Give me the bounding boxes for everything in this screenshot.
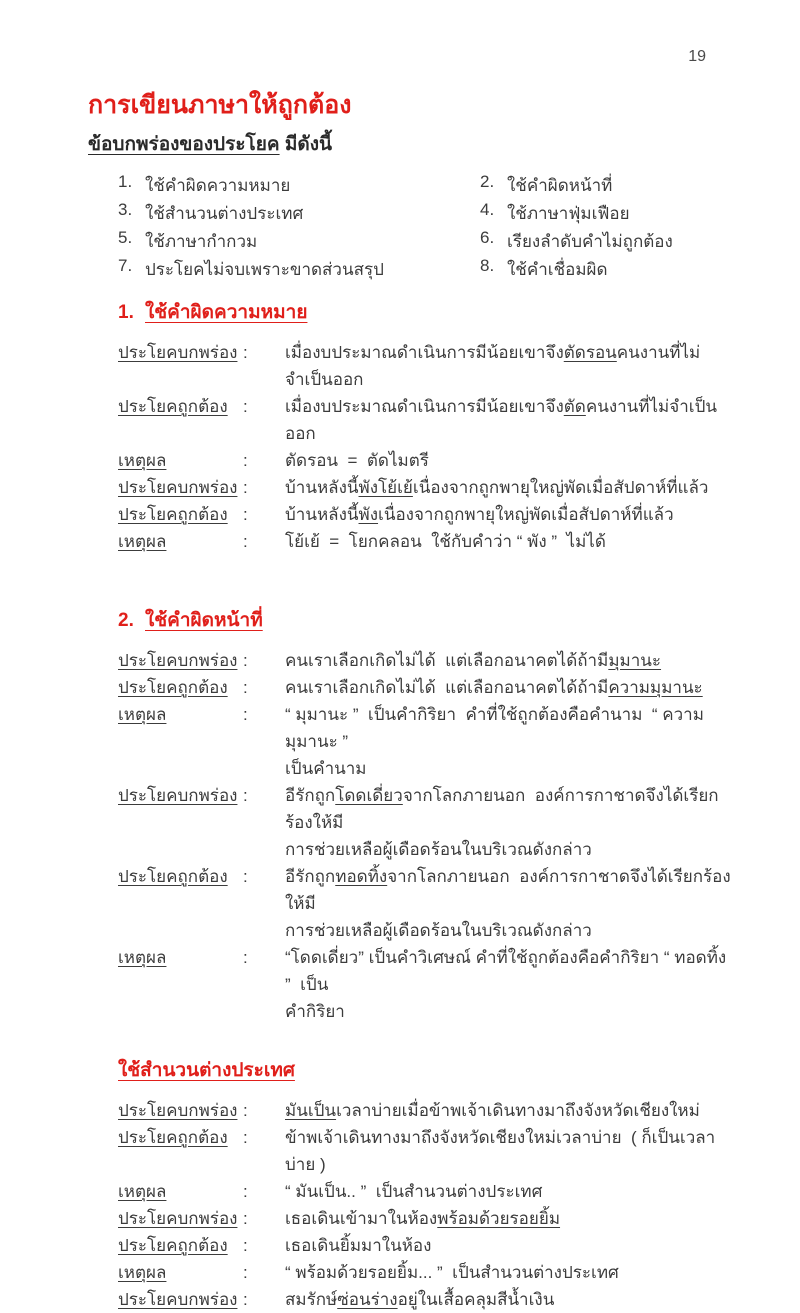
example-row-content [285, 701, 736, 782]
colon-separator: : [243, 948, 248, 968]
plain-text: เวลาบ่ายเมื่อข้าพเจ้าเดินทางมาถึงจังหวัดเชียงใหม่ [336, 1101, 700, 1121]
section-number: 2. [118, 610, 134, 632]
example-row-label: ประโยคถูกต้อง [118, 505, 228, 525]
example-row [118, 501, 736, 528]
plain-text: เมื่องบประมาณดำเนินการมีน้อยเขาจึง [285, 343, 564, 363]
defect-item [480, 172, 612, 199]
plain-text: อีรักถูก [285, 867, 336, 887]
underlined-word: ซ่อนร่าง [337, 1290, 398, 1310]
section-title: ใช้คำผิดความหมาย [145, 302, 308, 324]
defect-item [480, 228, 673, 255]
colon-separator: : [243, 1290, 248, 1310]
example-text-line [285, 755, 736, 782]
example-row-content [285, 393, 736, 447]
colon-separator: : [243, 1236, 248, 1256]
example-row-label: ประโยคบกพร่อง [118, 1209, 238, 1229]
defect-number: 7. [118, 255, 133, 275]
underlined-word: ตัดรอน [563, 343, 617, 363]
defect-item [118, 256, 480, 283]
example-text-line [285, 836, 736, 863]
example-text-line [285, 863, 736, 917]
defect-number: 2. [480, 171, 495, 191]
example-row-content [285, 447, 736, 474]
defect-list-row [118, 227, 736, 255]
colon-separator: : [243, 397, 248, 417]
example-row [118, 1205, 736, 1232]
example-row-content [285, 1124, 736, 1178]
plain-text: การช่วยเหลือผู้เดือดร้อนในบริเวณดังกล่าว [285, 921, 592, 941]
example-row [118, 647, 736, 674]
example-text-line [285, 528, 736, 555]
defect-number: 6. [480, 227, 495, 247]
example-row-content [285, 1178, 736, 1205]
defect-item [118, 200, 480, 227]
underlined-word: พร้อมด้วยรอยยิ้ม [437, 1209, 561, 1229]
example-row [118, 1259, 736, 1286]
example-row-label: ประโยคถูกต้อง [118, 1236, 228, 1256]
defect-list-row [118, 171, 736, 199]
defect-label: ใช้ภาษาฟุ่มเฟือย [507, 203, 630, 223]
example-text-line [285, 998, 736, 1025]
example-row [118, 393, 736, 447]
page-subtitle [88, 129, 736, 159]
plain-text: บ้านหลังนี้ [285, 478, 359, 498]
example-row-label: ประโยคบกพร่อง [118, 786, 238, 806]
example-text-line [285, 1097, 736, 1124]
example-row-content [285, 474, 736, 501]
defect-number: 4. [480, 199, 495, 219]
example-row-content [285, 1097, 736, 1124]
example-row-content [285, 1232, 736, 1259]
example-row-label: ประโยคถูกต้อง [118, 867, 228, 887]
underlined-word: โดดเดี่ยว [335, 786, 403, 806]
example-row [118, 447, 736, 474]
example-text-line [285, 1178, 736, 1205]
section [118, 1055, 736, 1313]
example-row-label: เหตุผล [118, 1263, 167, 1283]
example-text-line [285, 1232, 736, 1259]
defect-item [118, 228, 480, 255]
plain-text: จากโลกภายนอก องค์การกาชาดจึงได้เรียกร้องให้มี [285, 786, 719, 833]
example-row-content [285, 528, 736, 555]
plain-text: “โดดเดี่ยว” เป็นคำวิเศษณ์ คำที่ใช้ถูกต้องคือคำกิริยา “ ทอดทิ้ง ” เป็น [285, 948, 731, 995]
section-spacer [118, 555, 736, 591]
defect-list [118, 171, 736, 283]
plain-text: เมื่องบประมาณดำเนินการมีน้อยเขาจึง [285, 397, 564, 417]
example-row-content [285, 501, 736, 528]
defect-label: ประโยคไม่จบเพราะขาดส่วนสรุป [145, 259, 384, 279]
defect-label: ใช้คำผิดความหมาย [145, 175, 291, 195]
colon-separator: : [243, 1263, 248, 1283]
plain-text: จากโลกภายนอก องค์การกาชาดจึงได้เรียกร้องให้มี [285, 867, 731, 914]
example-row-content [285, 339, 736, 393]
plain-text: โย้เย้ = โยกคลอน ใช้กับคำว่า “ พัง ” ไม่ได้ [285, 532, 606, 552]
example-row-label: ประโยคบกพร่อง [118, 343, 238, 363]
example-row-label: ประโยคบกพร่อง [118, 478, 238, 498]
defect-label: ใช้สำนวนต่างประเทศ [145, 203, 304, 223]
example-row [118, 701, 736, 782]
plain-text: คนเราเลือกเกิดไม่ได้ แต่เลือกอนาคตได้ถ้ามี [285, 678, 609, 698]
example-row [118, 1097, 736, 1124]
section-heading [118, 1055, 736, 1085]
example-row-label: ประโยคบกพร่อง [118, 1101, 238, 1121]
defect-number: 5. [118, 227, 133, 247]
example-text-line [285, 917, 736, 944]
example-text-line [285, 1259, 736, 1286]
defect-number: 3. [118, 199, 133, 219]
colon-separator: : [243, 451, 248, 471]
defect-item [480, 256, 608, 283]
section-heading [118, 605, 736, 635]
underlined-word: พังโย้เย้ [358, 478, 413, 498]
defect-label: ใช้คำเชื่อมผิด [507, 259, 608, 279]
section [118, 297, 736, 555]
page-title: การเขียนภาษาให้ถูกต้อง [88, 91, 352, 119]
example-text-line [285, 647, 736, 674]
section-heading [118, 297, 736, 327]
subtitle-suffix: มีดังนี้ [279, 134, 332, 156]
example-row-label: ประโยคบกพร่อง [118, 1290, 238, 1310]
example-row [118, 863, 736, 944]
example-row-content [285, 782, 736, 863]
defect-list-row [118, 255, 736, 283]
example-row [118, 339, 736, 393]
colon-separator: : [243, 705, 248, 725]
plain-text: คนงานที่ไม่จำเป็นออก [285, 397, 717, 444]
example-text-line [285, 701, 736, 755]
example-text-line [285, 339, 736, 393]
colon-separator: : [243, 786, 248, 806]
example-row [118, 1178, 736, 1205]
example-text-line [285, 393, 736, 447]
defect-item [118, 172, 480, 199]
plain-text: “ พร้อมด้วยรอยยิ้ม... ” เป็นสำนวนต่างประเทศ [285, 1263, 619, 1283]
defect-item [480, 200, 630, 227]
defect-list-row [118, 199, 736, 227]
defect-number: 8. [480, 255, 495, 275]
section-title: ใช้สำนวนต่างประเทศ [118, 1060, 295, 1082]
example-text-line [285, 1124, 736, 1178]
colon-separator: : [243, 867, 248, 887]
underlined-word: ทอดทิ้ง [335, 867, 388, 887]
example-row-label: เหตุผล [118, 1182, 167, 1202]
colon-separator: : [243, 505, 248, 525]
plain-text: เธอเดินเข้ามาในห้อง [285, 1209, 438, 1229]
underlined-word: มันเป็น [285, 1101, 337, 1121]
plain-text: “ มุมานะ ” เป็นคำกิริยา คำที่ใช้ถูกต้องคือคำนาม “ ความมุมานะ ” [285, 705, 704, 752]
example-row [118, 528, 736, 555]
underlined-word: มุมานะ [608, 651, 662, 671]
colon-separator: : [243, 1182, 248, 1202]
plain-text: ตัดรอน = ตัดไมตรี [285, 451, 429, 471]
example-row [118, 782, 736, 863]
colon-separator: : [243, 678, 248, 698]
underlined-word: ตัด [563, 397, 586, 417]
example-text-line [285, 447, 736, 474]
example-text-line [285, 944, 736, 998]
plain-text: เป็นคำนาม [285, 759, 367, 779]
plain-text: บ้านหลังนี้ [285, 505, 359, 525]
example-text-line [285, 501, 736, 528]
plain-text: “ มันเป็น.. ” เป็นสำนวนต่างประเทศ [285, 1182, 543, 1202]
colon-separator: : [243, 651, 248, 671]
plain-text: เนื่องจากถูกพายุใหญ่พัดเมื่อสัปดาห์ที่แล้ว [412, 478, 709, 498]
example-row-label: เหตุผล [118, 705, 167, 725]
example-row [118, 1286, 736, 1313]
plain-text: อยู่ในเสื้อคลุมสีน้ำเงิน [397, 1290, 555, 1310]
example-row-label: ประโยคถูกต้อง [118, 1128, 228, 1148]
underlined-word: พัง [358, 505, 379, 525]
example-row-content [285, 1205, 736, 1232]
example-text-line [285, 474, 736, 501]
section [118, 605, 736, 1025]
example-row [118, 674, 736, 701]
plain-text: เธอเดินยิ้มมาในห้อง [285, 1236, 432, 1256]
section-spacer [118, 1025, 736, 1041]
plain-text: การช่วยเหลือผู้เดือดร้อนในบริเวณดังกล่าว [285, 840, 592, 860]
example-row-content [285, 1259, 736, 1286]
example-row-label: ประโยคบกพร่อง [118, 651, 238, 671]
example-text-line [285, 782, 736, 836]
plain-text: สมรักษ์ [285, 1290, 338, 1310]
example-row [118, 474, 736, 501]
defect-label: เรียงลำดับคำไม่ถูกต้อง [507, 231, 673, 251]
example-row-label: เหตุผล [118, 948, 167, 968]
plain-text: คนงานที่ไม่จำเป็นออก [285, 343, 701, 390]
section-title: ใช้คำผิดหน้าที่ [145, 610, 263, 632]
example-row-label: ประโยคถูกต้อง [118, 397, 228, 417]
example-row-content [285, 863, 736, 944]
subtitle-underlined: ข้อบกพร่องของประโยค [88, 134, 280, 156]
plain-text: คนเราเลือกเกิดไม่ได้ แต่เลือกอนาคตได้ถ้ามี [285, 651, 609, 671]
example-row [118, 1124, 736, 1178]
underlined-word: ความมุมานะ [608, 678, 703, 698]
example-row-label: เหตุผล [118, 451, 167, 471]
example-row-label: เหตุผล [118, 532, 167, 552]
example-row [118, 944, 736, 1025]
example-text-line [285, 1205, 736, 1232]
example-text-line [285, 674, 736, 701]
plain-text: คำกิริยา [285, 1002, 345, 1022]
colon-separator: : [243, 343, 248, 363]
defect-label: ใช้ภาษากำกวม [145, 231, 258, 251]
example-row-content [285, 944, 736, 1025]
example-row-content [285, 647, 736, 674]
example-text-line [285, 1286, 736, 1313]
sections [118, 297, 736, 1313]
plain-text: เนื่องจากถูกพายุใหญ่พัดเมื่อสัปดาห์ที่แล้ว [378, 505, 674, 525]
section-number: 1. [118, 302, 134, 324]
colon-separator: : [243, 1128, 248, 1148]
plain-text: อีรักถูก [285, 786, 336, 806]
plain-text: ข้าพเจ้าเดินทางมาถึงจังหวัดเชียงใหม่เวลาบ่าย ( ก็เป็นเวลาบ่าย ) [285, 1128, 716, 1175]
defect-label: ใช้คำผิดหน้าที่ [507, 175, 613, 195]
colon-separator: : [243, 1101, 248, 1121]
example-row-content [285, 674, 736, 701]
example-row-content [285, 1286, 736, 1313]
colon-separator: : [243, 1209, 248, 1229]
example-row [118, 1232, 736, 1259]
page-number: 19 [688, 48, 706, 65]
example-row-label: ประโยคถูกต้อง [118, 678, 228, 698]
colon-separator: : [243, 478, 248, 498]
defect-number: 1. [118, 171, 133, 191]
colon-separator: : [243, 532, 248, 552]
